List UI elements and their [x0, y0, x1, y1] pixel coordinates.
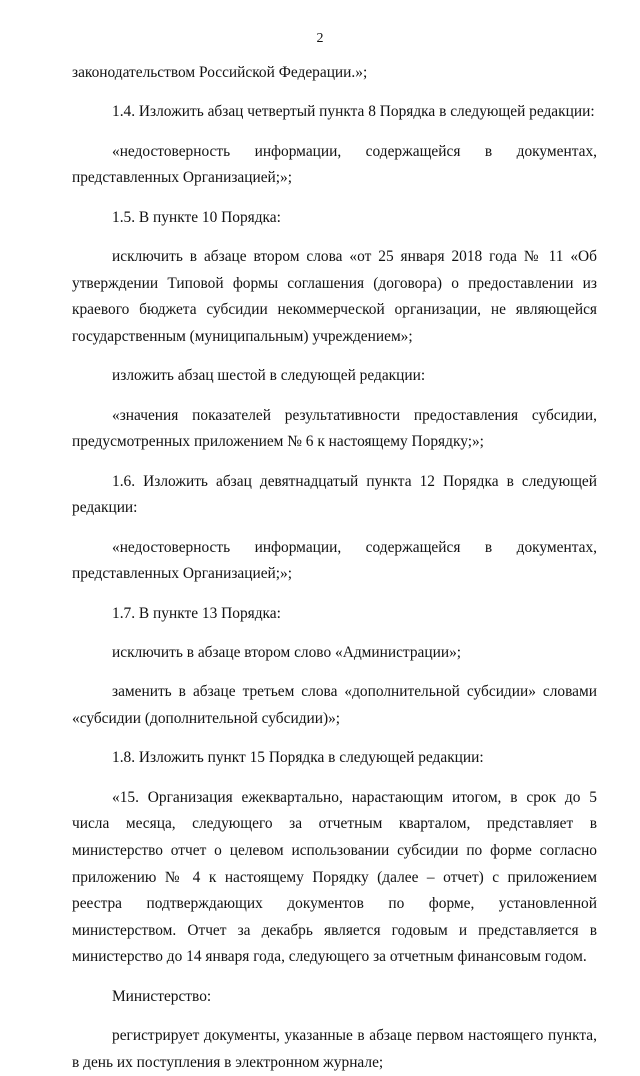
paragraph-item-1-8: 1.8. Изложить пункт 15 Порядка в следующей редакции: — [112, 749, 484, 767]
page-number: 2 — [316, 31, 324, 46]
paragraph-item-1-5: 1.5. В пункте 10 Порядка: — [112, 208, 281, 226]
paragraph-continuation: законодательством Российской Федерации.»; — [72, 64, 368, 81]
paragraph-exclude-administration: исключить в абзаце втором слово «Администрации»; — [112, 644, 462, 662]
paragraph-item-1-6: 1.6. Изложить абзац девятнадцатый пункта 12 Порядка в следующей редакции: — [72, 472, 597, 517]
paragraph-quote-indicators: «значения показателей результативности предоставления субсидии, предусмотренных приложением № 6 к настоящему Порядку;»; — [72, 406, 597, 451]
document-body — [72, 60, 597, 1076]
paragraph-ministry: Министерство: — [112, 987, 212, 1005]
paragraph-quote-unreliability: «недостоверность информации, содержащейся в документах, представленных Организацией;»; — [72, 142, 597, 187]
paragraph-quote-unreliability-2: «недостоверность информации, содержащейся в документах, представленных Организацией;»; — [72, 538, 597, 583]
paragraph-sixth-abzac: изложить абзац шестой в следующей редакции: — [112, 367, 426, 385]
paragraph-quote-item-15: «15. Организация ежеквартально, нарастающим итогом, в срок до 5 числа месяца, следующего за отчетным кварталом, представляет в министерство отчет о целевом использовании субсидии по форме согласно приложению № 4 к настоящему Порядку (далее – отчет) с приложением реестра подтверждающих документов по форме, установленной министерством. Отчет за декабрь является годовым и представляется в министерство до 14 января года, следующего за отчетным финансовым годом. — [72, 788, 597, 966]
paragraph-registers-documents: регистрирует документы, указанные в абзаце первом настоящего пункта, в день их поступления в электронном журнале; — [72, 1027, 597, 1071]
paragraph-exclude-words: исключить в абзаце втором слова «от 25 января 2018 года № 11 «Об утверждении Типовой формы соглашения (договора) о предоставлении из краевого бюджета субсидии некоммерческой организации, не являющейся государственным (муниципальным) учреждением»; — [72, 248, 597, 345]
paragraph-item-1-7: 1.7. В пункте 13 Порядка: — [112, 604, 281, 622]
paragraph-replace-words: заменить в абзаце третьем слова «дополнительной субсидии» словами «субсидии (дополнительной субсидии)»; — [72, 683, 597, 728]
paragraph-item-1-4: 1.4. Изложить абзац четвертый пункта 8 Порядка в следующей редакции: — [112, 103, 595, 121]
